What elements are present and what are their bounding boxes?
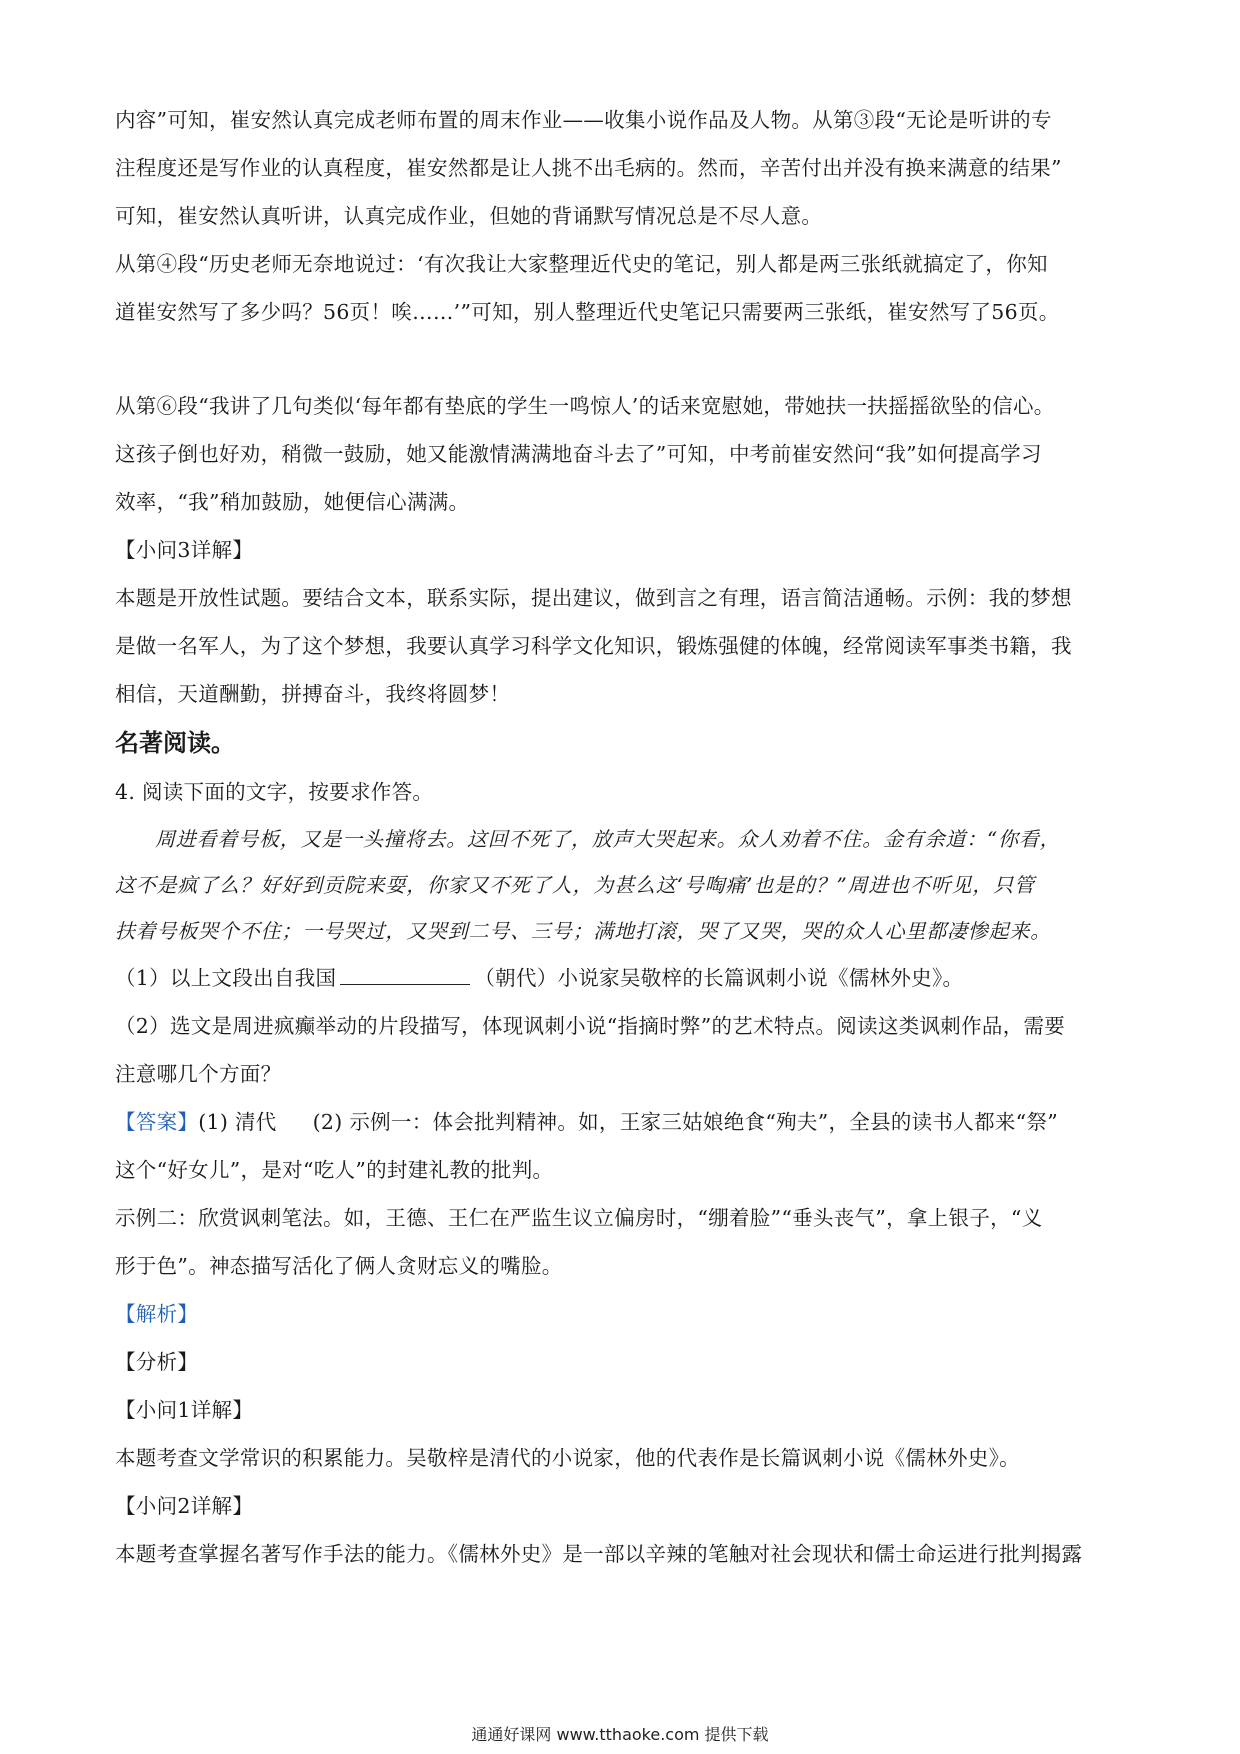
excerpt-passage xyxy=(115,816,1130,954)
text-line: 从第④段“历史老师无奈地说过：‘有次我让大家整理近代史的笔记，别人都是两三张纸就搞定了，你知 xyxy=(115,252,1048,276)
text-line: 从第⑥段“我讲了几句类似‘每年都有垫底的学生一鸣惊人’的话来宽慰她，带她扶一扶摇摇欲坠的信心。 xyxy=(115,394,1055,418)
spacer xyxy=(115,336,1130,382)
text-line: 内容”可知，崔安然认真完成老师布置的周末作业——收集小说作品及人物。从第③段“无论是听讲的专 xyxy=(115,108,1052,132)
text-line: 道崔安然写了多少吗？56页！唉……’”可知，别人整理近代史笔记只需要两三张纸，崔安然写了56页。 xyxy=(115,300,1060,324)
text-line: 本题是开放性试题。要结合文本，联系实际，提出建议，做到言之有理，语言简洁通畅。示例：我的梦想 xyxy=(115,586,1072,610)
answer-label: 【答案】 xyxy=(115,1110,199,1134)
passage-line: 周进看着号板，又是一头撞将去。这回不死了，放声大哭起来。众人劝着不住。金有余道：“你看， xyxy=(155,827,1061,851)
q1-explanation: 本题考查文学常识的积累能力。吴敬梓是清代的小说家，他的代表作是长篇讽刺小说《儒林外史》。 xyxy=(115,1446,1020,1470)
sub-question-2 xyxy=(115,1002,1130,1098)
document-page xyxy=(115,96,1130,1578)
passage-line: 这不是疯了么？好好到贡院来耍，你家又不死了人，为甚么这‘号啕痛’也是的？”周进也不听见，只管 xyxy=(115,873,1035,897)
q3-explanation xyxy=(115,574,1130,718)
section-heading: 名著阅读。 xyxy=(115,729,235,757)
page-footer: 通通好课网 www.tthaoke.com 提供下载 xyxy=(471,1725,769,1744)
text-line: （2）选文是周进疯癫举动的片段描写，体现讽刺小说“指摘时弊”的艺术特点。阅读这类讽刺作品，需要 xyxy=(115,1014,1066,1038)
text-line: 效率，“我”稍加鼓励，她便信心满满。 xyxy=(115,490,470,514)
analysis-label: 【解析】 xyxy=(115,1302,199,1326)
text-line: 示例二：欣赏讽刺笔法。如，王德、王仁在严监生议立偏房时，“绷着脸”“垂头丧气”，拿上银子，“义 xyxy=(115,1206,1043,1230)
answer-part-2: (2) 示例一：体会批判精神。如，王家三姑娘绝食“殉夫”，全县的读书人都来“祭” xyxy=(312,1110,1059,1134)
answer-line xyxy=(115,1098,1130,1146)
text-line: 是做一名军人，为了这个梦想，我要认真学习科学文化知识，锻炼强健的体魄，经常阅读军事类书籍，我 xyxy=(115,634,1072,658)
passage-line: 扶着号板哭个不住；一号哭过，又哭到二号、三号；满地打滚，哭了又哭，哭的众人心里都凄惨起来。 xyxy=(115,919,1051,943)
question-4: 4. 阅读下面的文字，按要求作答。 xyxy=(115,780,434,804)
top-paragraph xyxy=(115,96,1130,336)
text-line: 注程度还是写作业的认真程度，崔安然都是让人挑不出毛病的。然而，辛苦付出并没有换来满意的结果” xyxy=(115,156,1062,180)
q1-label: 【小问1详解】 xyxy=(115,1398,254,1422)
answer-part-1: (1) 清代 xyxy=(198,1110,277,1134)
text-line: 这个“好女儿”，是对“吃人”的封建礼教的批判。 xyxy=(115,1158,554,1182)
q3-label: 【小问3详解】 xyxy=(115,538,254,562)
answer-blank xyxy=(340,983,470,985)
fenxi-label: 【分析】 xyxy=(115,1350,199,1374)
text-line: 这孩子倒也好劝，稍微一鼓励，她又能激情满满地奋斗去了”可知，中考前崔安然问“我”如何提高学习 xyxy=(115,442,1042,466)
sub-question-1-suffix: （朝代）小说家吴敬梓的长篇讽刺小说《儒林外史》。 xyxy=(474,966,964,990)
text-line: 形于色”。神态描写活化了俩人贪财忘义的嘴脸。 xyxy=(115,1254,563,1278)
answer-continued xyxy=(115,1146,1130,1290)
paragraph-6-analysis xyxy=(115,382,1130,526)
q2-label: 【小问2详解】 xyxy=(115,1494,254,1518)
text-line: 可知，崔安然认真听讲，认真完成作业，但她的背诵默写情况总是不尽人意。 xyxy=(115,204,823,228)
text-line: 注意哪几个方面？ xyxy=(115,1062,282,1086)
text-line: 相信，天道酬勤，拼搏奋斗，我终将圆梦！ xyxy=(115,682,511,706)
sub-question-1-prefix: （1）以上文段出自我国 xyxy=(115,966,337,990)
sub-question-1 xyxy=(115,954,1130,1002)
q2-explanation: 本题考查掌握名著写作手法的能力。《儒林外史》是一部以辛辣的笔触对社会现状和儒士命运进行批判揭露 xyxy=(115,1542,1083,1566)
